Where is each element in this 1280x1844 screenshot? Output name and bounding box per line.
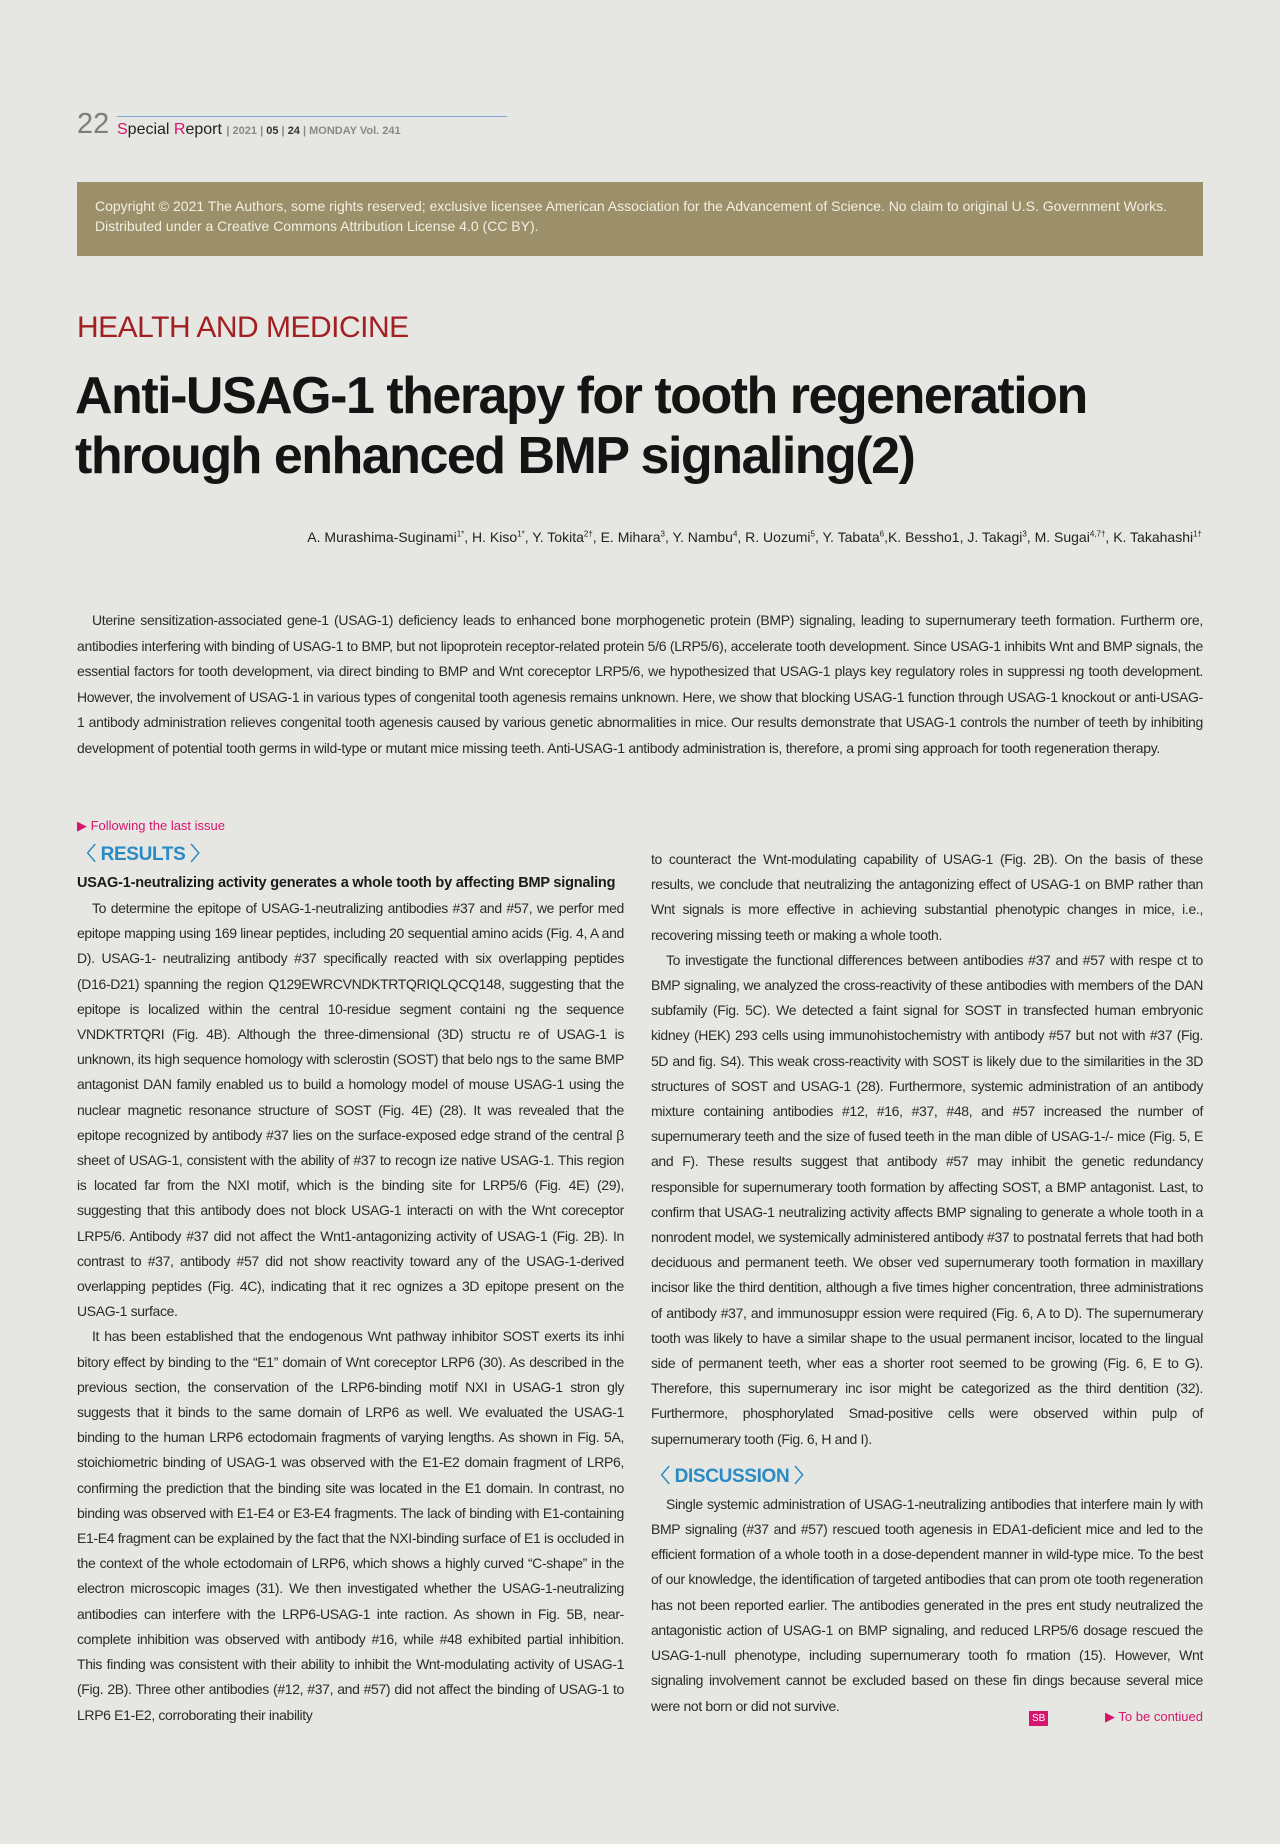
continued-label: ▶ To be contiued [1105, 1709, 1203, 1724]
discussion-paragraph: Single systemic administration of USAG-1-neutralizing antibodies that interfere main ly with BMP signaling (#37 and #57) rescued tooth agenesis in EDA1-deficient mice and led to the efficient formation of a whole tooth in a dose-dependent manner in wild-type mice. To the best of our knowledge, the identification of targeted antibodies that can prom ote tooth regeneration has not been reported earlier. The antibodies generated in the pres ent study neutralized the antagonistic action of USAG-1 on BMP signaling, and reduced LRP5/6 dosage rescued the USAG-1-null phenotype, including supernumerary tooth fo rmation (15). However, Wnt signaling involvement cannot be excluded based on these fin dings because several mice were not born or did not survive. [651, 1495, 1203, 1714]
discussion-heading: 〈 DISCUSSION 〉 [651, 1465, 813, 1487]
article-title: Anti-USAG-1 therapy for tooth regeneration through enhanced BMP signaling(2) [75, 367, 1087, 485]
abstract-text: Uterine sensitization-associated gene-1 (USAG-1) deficiency leads to enhanced bone morphogenetic protein (BMP) signaling, leading to supernumerary teeth formation. Furtherm ore, antibodies interfering with binding of USAG-1 to BMP, but not lipoprotein receptor-related protein 5/6 (LRP5/6), accelerate tooth development. Since USAG-1 inhibits Wnt and BMP signals, the essential factors for tooth development, via direct binding to BMP and Wnt coreceptor LRP5/6, we hypothesized that USAG-1 plays key regulatory roles in suppressi ng tooth development. However, the involvement of USAG-1 in various types of congenital tooth agenesis remains unknown. Here, we show that blocking USAG-1 function through USAG-1 knockout or anti-USAG-1 antibody administration relieves congenital tooth agenesis caused by various genetic abnormalities in mice. Our results demonstrate that USAG-1 controls the number of teeth by inhibiting development of potential tooth germs in wild-type or mutant mice missing teeth. Anti-USAG-1 antibody administration is, therefore, a promi sing approach for tooth regeneration therapy. [77, 612, 1203, 756]
following-label: ▶ Following the last issue [77, 818, 226, 833]
page-number: 22 [77, 108, 110, 140]
sb-badge: SB [1029, 1711, 1048, 1726]
body-paragraph: To investigate the functional differences between antibodies #37 and #57 with respe ct to BMP signaling, we analyzed the cross-reactivity of these antibodies with members of the DAN subfamily (Fig. 5C). We detected a faint signal for SOST in transfected human embryonic kidney (HEK) 293 cells using immunohistochemistry with antibody #57 but not with #37 (Fig. 5D and fig. S4). This weak cross-reactivity with SOST is likely due to the similarities in the 3D structures of SOST and USAG-1 (28). Furthermore, systemic administration of an antibody mixture containing antibodies #12, #16, #37, #48, and #57 increased the number of supernumerary teeth and the size of fused teeth in the man dible of USAG-1-/- mice (Fig. 5, E and F). These results suggest that antibody #57 may inhibit the genetic redundancy responsible for supernumerary tooth formation by affecting SOST, a BMP antagonist. Last, to confirm that USAG-1 neutralizing activity affects BMP signaling to generate a whole tooth in a nonrodent model, we systemically administered antibody #37 to postnatal ferrets that had both deciduous and permanent teeth. We obser ved supernumerary tooth formation in maxillary incisor like the third dentition, although a five times higher concentration, three administrations of antibody #37, and immunosuppr ession were required (Fig. 6, A to D). The supernumerary tooth was likely to have a similar shape to the usual permanent incisor, located to the lingual side of permanent teeth, wher eas a shorter root seemed to be growing (Fig. 6, E to G). Therefore, this supernumerary inc isor might be categorized as the third dentition (32). Furthermore, phosphorylated Smad-positive cells were observed within pulp of supernumerary tooth (Fig. 6, H and I). [651, 951, 1203, 1447]
page-header [77, 108, 432, 140]
author-list: A. Murashima-Suginami$^{1*}$, H. Kiso$^{1*}$, Y. Tokita$^{2\dagger}$, E. Mihara$^3$, Y. Nambu$^4$, R. Uozumi$^5$, Y. Tabata$^6$,K. Bessho1, J. Takagi$^3$, M. Sugai$^{4,7\dagger}$, K. Takahashi$^{1\dagger}$ [307, 529, 1202, 545]
header-rule [117, 116, 507, 117]
results-heading: 〈 RESULTS 〉 [77, 844, 209, 865]
copyright-notice: Copyright © 2021 The Authors, some rights reserved; exclusive licensee American Association for the Advancement of Science. No claim to original U.S. Government Works. Distributed under a Creative Commons Attribution License 4.0 (CC BY). [77, 182, 1203, 256]
left-column [77, 840, 624, 1728]
section-label: HEALTH AND MEDICINE [77, 311, 409, 344]
publication-header: Special Report | 2021 | 05 | 24 | MONDAY Vol. 241 [117, 121, 401, 138]
body-paragraph: To determine the epitope of USAG-1-neutralizing antibodies #37 and #57, we perfor med epitope mapping using 169 linear peptides, including 20 sequential amino acids (Fig. 4, A and D). USAG-1- neutralizing antibody #37 specifically reacted with six overlapping peptides (D16-D21) spanning the region Q129EWRCVNDKTRTQRIQLQCQ148, suggesting that the epitope is localized within the central 10-residue segment containi ng the sequence VNDKTRTQRI (Fig. 4B). Although the three-dimensional (3D) structu re of USAG-1 is unknown, its high sequence homology with sclerostin (SOST) that belo ngs to the same BMP antagonist DAN family enabled us to build a homology model of mouse USAG-1 using the nuclear magnetic resonance structure of SOST (Fig. 4E) (28). It was revealed that the epitope recognized by antibody #37 lies on the surface-exposed edge strand of the central β sheet of USAG-1, consistent with the ability of #37 to recogn ize native USAG-1. This region is located far from the NXI motif, which is the binding site for LRP5/6 (Fig. 4E) (29), suggesting that this antibody does not block USAG-1 interacti on with the Wnt coreceptor LRP5/6. Antibody #37 did not affect the Wnt1-antagonizing activity of USAG-1 (Fig. 2B). In contrast to #37, antibody #57 did not show reactivity toward any of the USAG-1-derived overlapping peptides (Fig. 4C), indicating that it rec ognizes a 3D epitope present on the USAG-1 surface. [77, 900, 624, 1320]
results-subheading: USAG-1-neutralizing activity generates a whole tooth by affecting BMP signaling [77, 875, 616, 891]
body-paragraph: It has been established that the endogenous Wnt pathway inhibitor SOST exerts its inhi bitory effect by binding to the “E1” domain of Wnt coreceptor LRP6 (30). As described in the previous section, the conservation of the LRP6-binding motif NXI in USAG-1 stron gly suggests that it binds to the same domain of LRP6 as well. We evaluated the USAG-1 binding to the human LRP6 ectodomain fragments of varying lengths. As shown in Fig. 5A, stoichiometric binding of USAG-1 was observed with the E1-E2 domain fragment of LRP6, confirming the prediction that the binding site was located in the E1 domain. In contrast, no binding was observed with E1-E4 or E3-E4 fragments. The lack of binding with E1-containing E1-E4 fragment can be explained by the fact that the NXI-binding surface of E1 is occluded in the context of the whole ectodomain of LRP6, which shows a highly curved “C-shape” in the electron microscopic images (31). We then investigated whether the USAG-1-neutralizing antibodies can interfere with the LRP6-USAG-1 inte raction. As shown in Fig. 5B, near-complete inhibition was observed with antibody #16, while #48 exhibited partial inhibition. This finding was consistent with their ability to inhibit the Wnt-modulating activity of USAG-1 (Fig. 2B). Three other antibodies (#12, #37, and #57) did not affect the binding of USAG-1 to LRP6 E1-E2, corroborating their inability [77, 1328, 624, 1723]
abstract [77, 608, 1203, 761]
issue-meta: | 2021 | 05 | 24 | MONDAY Vol. 241 [226, 125, 401, 137]
right-column [651, 847, 1203, 1719]
body-paragraph: to counteract the Wnt-modulating capability of USAG-1 (Fig. 2B). On the basis of these results, we conclude that neutralizing the antagonizing effect of USAG-1 on BMP rather than Wnt signals is more effective in achieving substantial phenotypic changes in mice, i.e., recovering missing teeth or making a whole tooth. [651, 851, 1203, 943]
